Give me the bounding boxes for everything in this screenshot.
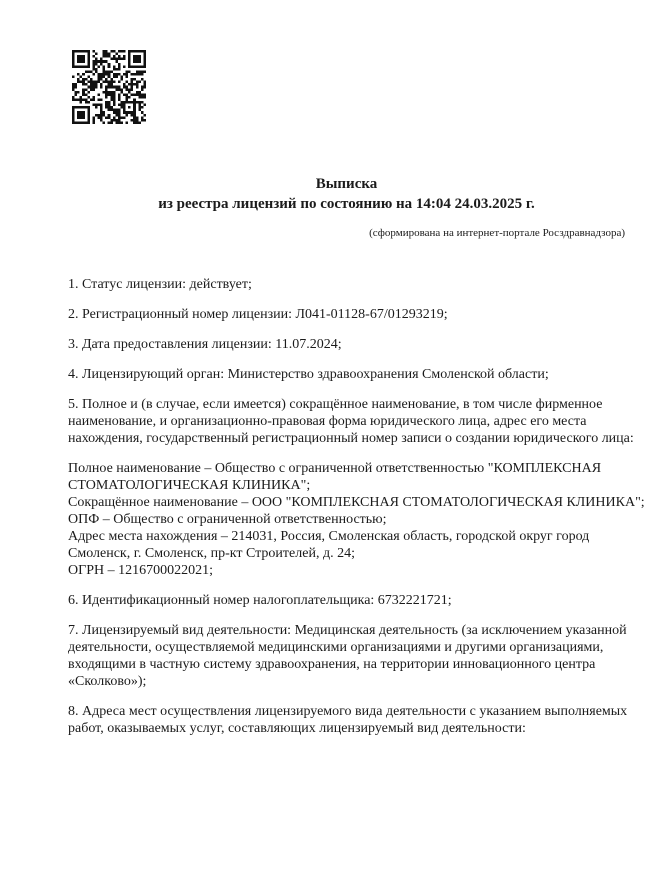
text-line: Сокращённое наименование – ООО "КОМПЛЕКСНАЯ СТОМАТОЛОГИЧЕСКАЯ КЛИНИКА"; (68, 495, 645, 510)
text-line: Смоленск, г. Смоленск, пр-кт Строителей, д. 24; (68, 546, 355, 561)
text-line: ОПФ – Общество с ограниченной ответственностью; (68, 512, 387, 527)
paragraph (68, 622, 628, 690)
paragraph (68, 306, 628, 323)
text-line: работ, оказываемых услуг, составляющих лицензируемый вид деятельности: (68, 721, 526, 736)
document-subtitle: (сформирована на интернет-портале Росздравнадзора) (369, 227, 625, 239)
document-title-line2: из реестра лицензий по состоянию на 14:04 24.03.2025 г. (158, 196, 535, 212)
paragraph (68, 336, 628, 353)
qr-code-icon (72, 50, 146, 124)
text-line: 3. Дата предоставления лицензии: 11.07.2024; (68, 337, 342, 352)
text-line: 7. Лицензируемый вид деятельности: Медицинская деятельность (за исключением указанной (68, 623, 627, 638)
paragraph (68, 703, 628, 737)
text-line: наименование, и организационно-правовая форма юридического лица, адрес его места (68, 414, 587, 429)
text-line: Полное наименование – Общество с ограниченной ответственностью "КОМПЛЕКСНАЯ (68, 461, 602, 476)
document-title-line1: Выписка (315, 176, 378, 192)
document-title (68, 174, 625, 214)
text-line: 5. Полное и (в случае, если имеется) сокращённое наименование, в том числе фирменное (68, 397, 603, 412)
paragraph (68, 396, 634, 447)
text-line: «Сколково»); (68, 674, 147, 689)
text-line: деятельности, осуществляемой медицинскими организациями и другими организациями, (68, 640, 604, 655)
document-body (68, 276, 645, 750)
text-line: 6. Идентификационный номер налогоплательщика: 6732221721; (68, 593, 452, 608)
text-line: ОГРН – 1216700022021; (68, 563, 213, 578)
text-line: Адрес места нахождения – 214031, Россия, Смоленская область, городской округ город (68, 529, 590, 544)
text-line: 4. Лицензирующий орган: Министерство здравоохранения Смоленской области; (68, 367, 549, 382)
text-line: СТОМАТОЛОГИЧЕСКАЯ КЛИНИКА"; (68, 478, 311, 493)
text-line: 2. Регистрационный номер лицензии: Л041-01128-67/01293219; (68, 307, 448, 322)
paragraph (68, 276, 628, 293)
paragraph (68, 460, 645, 579)
text-line: 1. Статус лицензии: действует; (68, 277, 252, 292)
text-line: входящими в частную систему здравоохранения, на территории инновационного центра (68, 657, 596, 672)
text-line: 8. Адреса мест осуществления лицензируемого вида деятельности с указанием выполняемых (68, 704, 628, 719)
paragraph (68, 366, 628, 383)
text-line: нахождения, государственный регистрационный номер записи о создании юридического лица: (68, 431, 634, 446)
paragraph (68, 592, 628, 609)
